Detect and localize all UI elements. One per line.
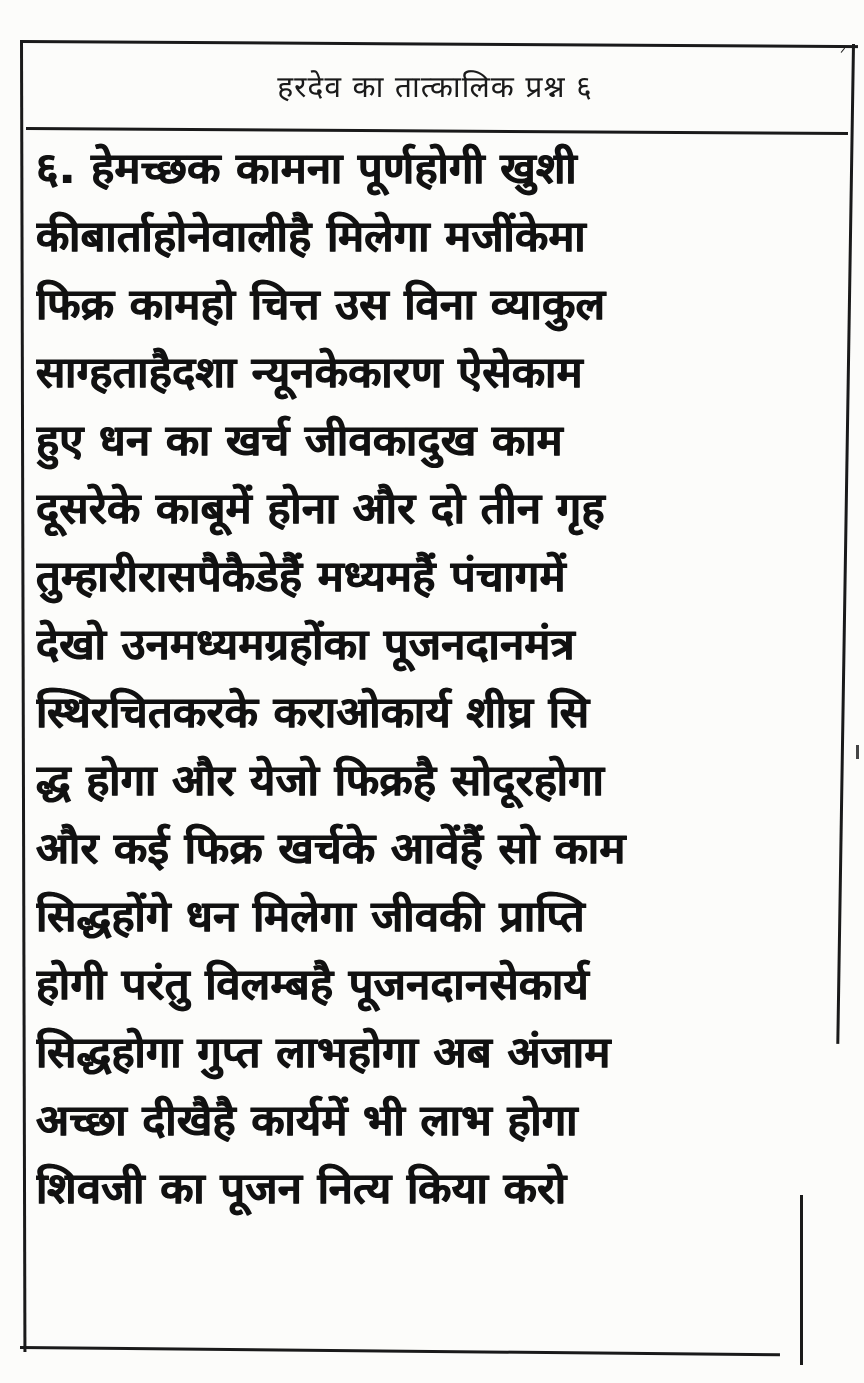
frame-bottom-rule <box>20 1346 780 1356</box>
text-line: स्थिरचितकरके कराओकार्य शीघ्र सि <box>36 688 590 738</box>
text-line: द्ध होगा और येजो फिक्रहै सोदूरहोगा <box>36 756 605 806</box>
frame-right-rule <box>836 44 855 1044</box>
frame-top-rule <box>22 40 858 48</box>
text-line: अच्छा दीखैहै कार्यमें भी लाभ होगा <box>36 1096 578 1146</box>
text-line: होगी परंतु विलम्बहै पूजनदानसेकार्य <box>36 960 590 1010</box>
text-line: देखो उनमध्यमग्रहोंका पूजनदानमंत्र <box>36 620 575 670</box>
body-text <box>36 135 836 1223</box>
text-line: कीबार्ताहोनेवालीहै मिलेगा मजींकेमा <box>36 212 586 262</box>
page-header: हरदेव का तात्कालिक प्रश्न ६ <box>277 70 593 105</box>
text-line: हुए धन का खर्च जीवकादुख काम <box>36 416 563 466</box>
text-line: फिक्र कामहो चित्त उस विना व्याकुल <box>36 280 606 330</box>
text-line: सिद्धहोंगे धन मिलेगा जीवकी प्राप्ति <box>36 892 585 942</box>
margin-mark <box>856 745 859 759</box>
text-line: ६. हेमच्छक कामना पूर्णहोगी खुशी <box>36 144 577 194</box>
corner-mark-icon: ᐟ <box>840 46 846 62</box>
frame-left-rule <box>20 40 26 1352</box>
text-line: साग्हताहैदशा न्यूनकेकारण ऐसेकाम <box>36 348 583 398</box>
text-line: शिवजी का पूजन नित्य किया करो <box>36 1164 567 1214</box>
text-line: और कई फिक्र खर्चके आवेंहैं सो काम <box>36 824 626 874</box>
text-line: तुम्हारीरासपैकैडेहैं मध्यमहैं पंचागमें <box>36 552 566 602</box>
text-line: सिद्धहोगा गुप्त लाभहोगा अब अंजाम <box>36 1028 611 1078</box>
header-divider <box>26 127 848 135</box>
text-line: दूसरेके काबूमें होना और दो तीन गृह <box>36 484 605 534</box>
